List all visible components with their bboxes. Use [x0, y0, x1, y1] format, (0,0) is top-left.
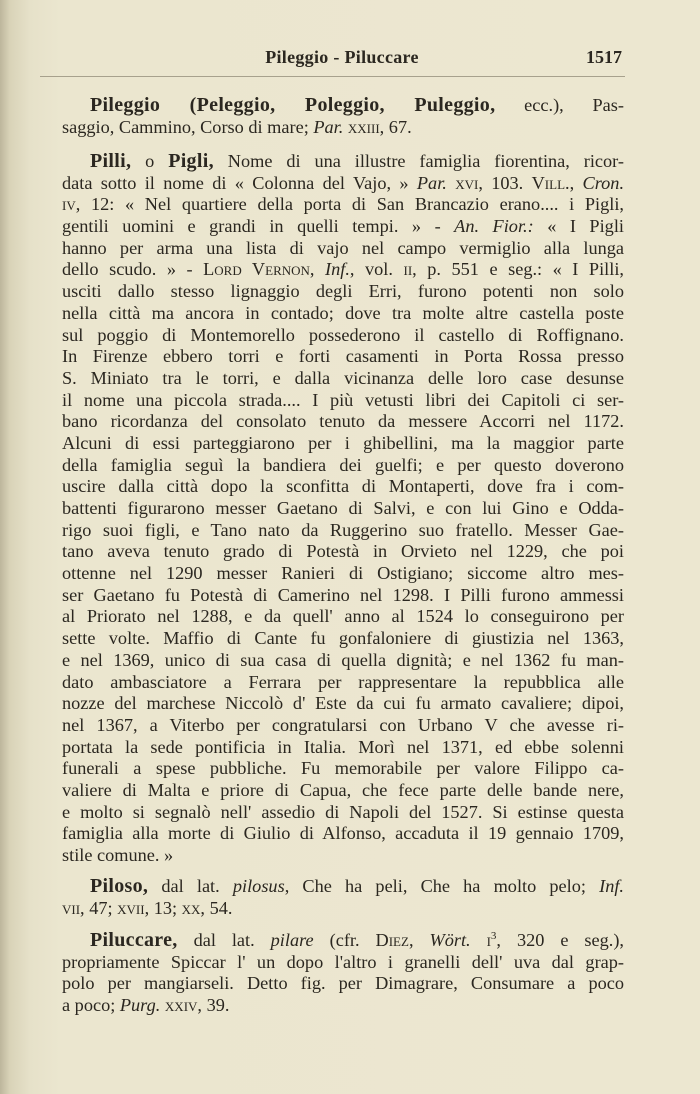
text: sette volte. Maffio di Cante fu gonfaloniere di giustizia nel 1363, — [62, 628, 624, 649]
text: gentili uomini e grandi in quelli tempi. » - — [62, 216, 455, 237]
entry-piluccare — [62, 930, 624, 1017]
text-line — [62, 346, 624, 368]
text: , vol. — [349, 259, 404, 280]
headword: Pilli, — [90, 150, 132, 172]
text: ottenne nel 1290 messer Ranieri di Ostigiano; siccome altro mes- — [62, 563, 624, 584]
text-line — [62, 876, 624, 898]
headword: Piluccare, — [90, 929, 178, 951]
headword: Pileggio (Peleggio, Poleggio, Puleggio, — [90, 94, 496, 116]
text: saggio, Cammino, Corso di mare; — [62, 116, 314, 137]
text: usciti dallo stesso lignaggio degli Erri, furono potenti non solo — [62, 281, 624, 302]
text: nella città ma ancora in contado; dove tra molte altre castella poste — [62, 302, 624, 323]
text-line — [62, 845, 624, 867]
text: , — [309, 259, 326, 280]
text-line — [62, 758, 624, 780]
small-caps-text: Vill. — [531, 172, 570, 193]
text-line — [62, 238, 624, 260]
text: della famiglia seguì la bandiera dei guelfi; e per questo doverono — [62, 454, 624, 475]
text: nozze del marchese Niccolò d' Este da cui fu armato cavaliere; dipoi, — [62, 693, 624, 714]
text: dato ambasciatore a Ferrara per rappresentare la repubblica alle — [62, 671, 624, 692]
text-line — [62, 455, 624, 477]
text-line — [62, 715, 624, 737]
text: polo per mangiarseli. Detto fig. per Dimagrare, Consumare a poco — [62, 973, 624, 994]
text-line — [62, 650, 624, 672]
text-line — [62, 672, 624, 694]
text-line — [62, 476, 624, 498]
italic-reference: Purg. — [119, 995, 161, 1016]
text: valiere di Malta e priore di Capua, che fece parte delle bande nere, — [62, 779, 624, 800]
headword: Pigli, — [168, 150, 214, 172]
text: e molto si segnalò nell' assedio di Napoli del 1527. Si estinse questa — [62, 801, 624, 822]
text-line — [62, 520, 624, 542]
text-line — [62, 628, 624, 650]
text-line — [62, 95, 624, 117]
text: al Priorato nel 1288, e da quell' anno al 1524 lo conseguirono per — [62, 606, 624, 627]
text — [471, 930, 487, 950]
text-line — [62, 117, 624, 139]
text: a poco; — [62, 995, 120, 1016]
text: , — [569, 172, 583, 193]
running-title: Pileggio - Piluccare — [265, 47, 419, 67]
text: Alcuni di essi parteggiarono per i ghibellini, ma la maggior parte — [62, 432, 624, 453]
text-line — [62, 952, 624, 974]
text: , 103. — [478, 172, 532, 193]
text-line — [62, 303, 624, 325]
text: portata la sede pontificia in Italia. Morì nel 1371, ed ebbe solenni — [62, 736, 624, 757]
small-caps-text: xx — [181, 897, 201, 918]
italic-reference: pilare — [270, 930, 314, 950]
text: , 47; — [80, 897, 118, 918]
headword: Piloso, — [90, 875, 149, 897]
text-line — [62, 585, 624, 607]
superscript: 3 — [490, 930, 497, 942]
small-caps-text: ii — [403, 259, 413, 280]
small-caps-text: vii — [62, 897, 81, 918]
text: In Firenze ebbero torri e forti casamenti in Porta Rossa presso — [62, 346, 624, 367]
entry-pileggio — [62, 95, 624, 138]
text-line — [62, 563, 624, 585]
text: Nome di una illustre famiglia fiorentina, ricor- — [213, 151, 624, 171]
text: hanno per arma una lista di vajo nel campo vermiglio alla lunga — [62, 237, 624, 258]
small-caps-text: xxiv — [164, 995, 198, 1016]
text: funerali a spese pubbliche. Fu memorabile per valore Filippo ca- — [62, 758, 624, 779]
text-line — [62, 823, 624, 845]
text-line — [62, 194, 624, 216]
text: battenti figurarono messer Gaetano di Salvi, e con lui Gino e Odda- — [62, 498, 624, 518]
text-line — [62, 151, 624, 173]
small-caps-text: Diez — [375, 930, 409, 950]
text: ecc.), Pas- — [495, 95, 624, 115]
text: , Che ha peli, Che ha molto pelo; — [284, 876, 600, 896]
italic-reference: Inf. — [599, 876, 624, 896]
italic-reference: An. Fior.: — [454, 216, 534, 237]
text: ser Gaetano fu Potestà di Camerino nel 1298. I Pilli furono ammessi — [62, 584, 624, 605]
text: data sotto il nome di « Colonna del Vajo, » — [62, 172, 417, 193]
italic-reference: Wört. — [429, 930, 471, 950]
text: dal lat. — [177, 930, 271, 950]
text-line — [62, 498, 624, 520]
text: rigo suoi figli, e Tano nato da Ruggerino suo fratello. Messer Gae- — [62, 519, 624, 540]
text: o — [131, 151, 169, 171]
text: , 320 e seg.), — [496, 930, 624, 950]
entry-piloso — [62, 876, 624, 919]
italic-reference: Par. — [313, 116, 344, 137]
italic-reference: Cron. — [582, 172, 625, 193]
small-caps-text: xvii — [117, 897, 145, 918]
text: , 13; — [144, 897, 182, 918]
text-line — [62, 173, 624, 195]
text: bano ricordanza del consolato tenuto da messere Accorri nel 1172. — [62, 411, 624, 432]
header-rule — [40, 76, 625, 77]
text: , 39. — [197, 995, 230, 1016]
page-number: 1517 — [586, 47, 622, 67]
text-line — [62, 433, 624, 455]
text: « I Pigli — [533, 216, 624, 237]
text-line — [62, 390, 624, 412]
text: famiglia alla morte di Giulio di Alfonso, accaduta il 19 gennaio 1709, — [62, 823, 624, 844]
text: propriamente Spiccar l' un dopo l'altro i granelli dell' uva dal grap- — [62, 951, 624, 972]
text: , 67. — [379, 116, 412, 137]
text: , — [408, 930, 430, 950]
text: sul poggio di Montemorello possederono il castello di Roffignano. — [62, 324, 624, 345]
italic-reference: Par. — [416, 172, 447, 193]
text: (cfr. — [313, 930, 376, 950]
text: S. Miniato tra le torri, e dalla vicinanza delle loro case desunse — [62, 367, 624, 388]
text-line — [62, 411, 624, 433]
text-line — [62, 995, 624, 1017]
text-line — [62, 898, 624, 920]
text-line — [62, 693, 624, 715]
small-caps-text: iv — [62, 194, 76, 215]
text-line — [62, 368, 624, 390]
entry-pilli — [62, 151, 624, 867]
text: , 12: « Nel quartiere della porta di San Brancazio erano.... i Pigli, — [75, 194, 624, 215]
text: , 54. — [200, 897, 233, 918]
text-line — [62, 780, 624, 802]
text-line — [62, 541, 624, 563]
text-line — [62, 606, 624, 628]
text-line — [62, 802, 624, 824]
text-line — [62, 216, 624, 238]
text: tano aveva tenuto grado di Potestà in Orvieto nel 1229, che poi — [62, 541, 624, 562]
text-line — [62, 930, 624, 952]
text-line — [62, 281, 624, 303]
text: stile comune. » — [62, 845, 174, 865]
text-line — [62, 737, 624, 759]
text: dello scudo. » - — [62, 259, 204, 280]
small-caps-text: xxiii — [347, 116, 380, 137]
running-header — [62, 47, 622, 73]
text: il nome una piccola strada.... I più vetusti libri dei Capitoli ci ser- — [62, 389, 624, 410]
text: dal lat. — [148, 876, 233, 896]
text: uscire dalla città dopo la sconfitta di Montaperti, dove fra i com- — [62, 476, 624, 497]
text-line — [62, 325, 624, 347]
text: nel 1367, a Viterbo per congratularsi con Urbano V che avesse ri- — [62, 714, 624, 735]
small-caps-text: i — [486, 930, 491, 950]
text — [447, 173, 455, 193]
text-line — [62, 973, 624, 995]
text: , p. 551 e seg.: « I Pilli, — [412, 259, 624, 280]
text: e nel 1369, unico di sua casa di quella dignità; e nel 1362 fu man- — [62, 649, 624, 670]
small-caps-text: xvi — [455, 172, 479, 193]
text-line — [62, 259, 624, 281]
small-caps-text: Lord Vernon — [203, 259, 310, 280]
italic-reference: pilosus — [232, 876, 285, 896]
italic-reference: Inf. — [325, 259, 350, 280]
